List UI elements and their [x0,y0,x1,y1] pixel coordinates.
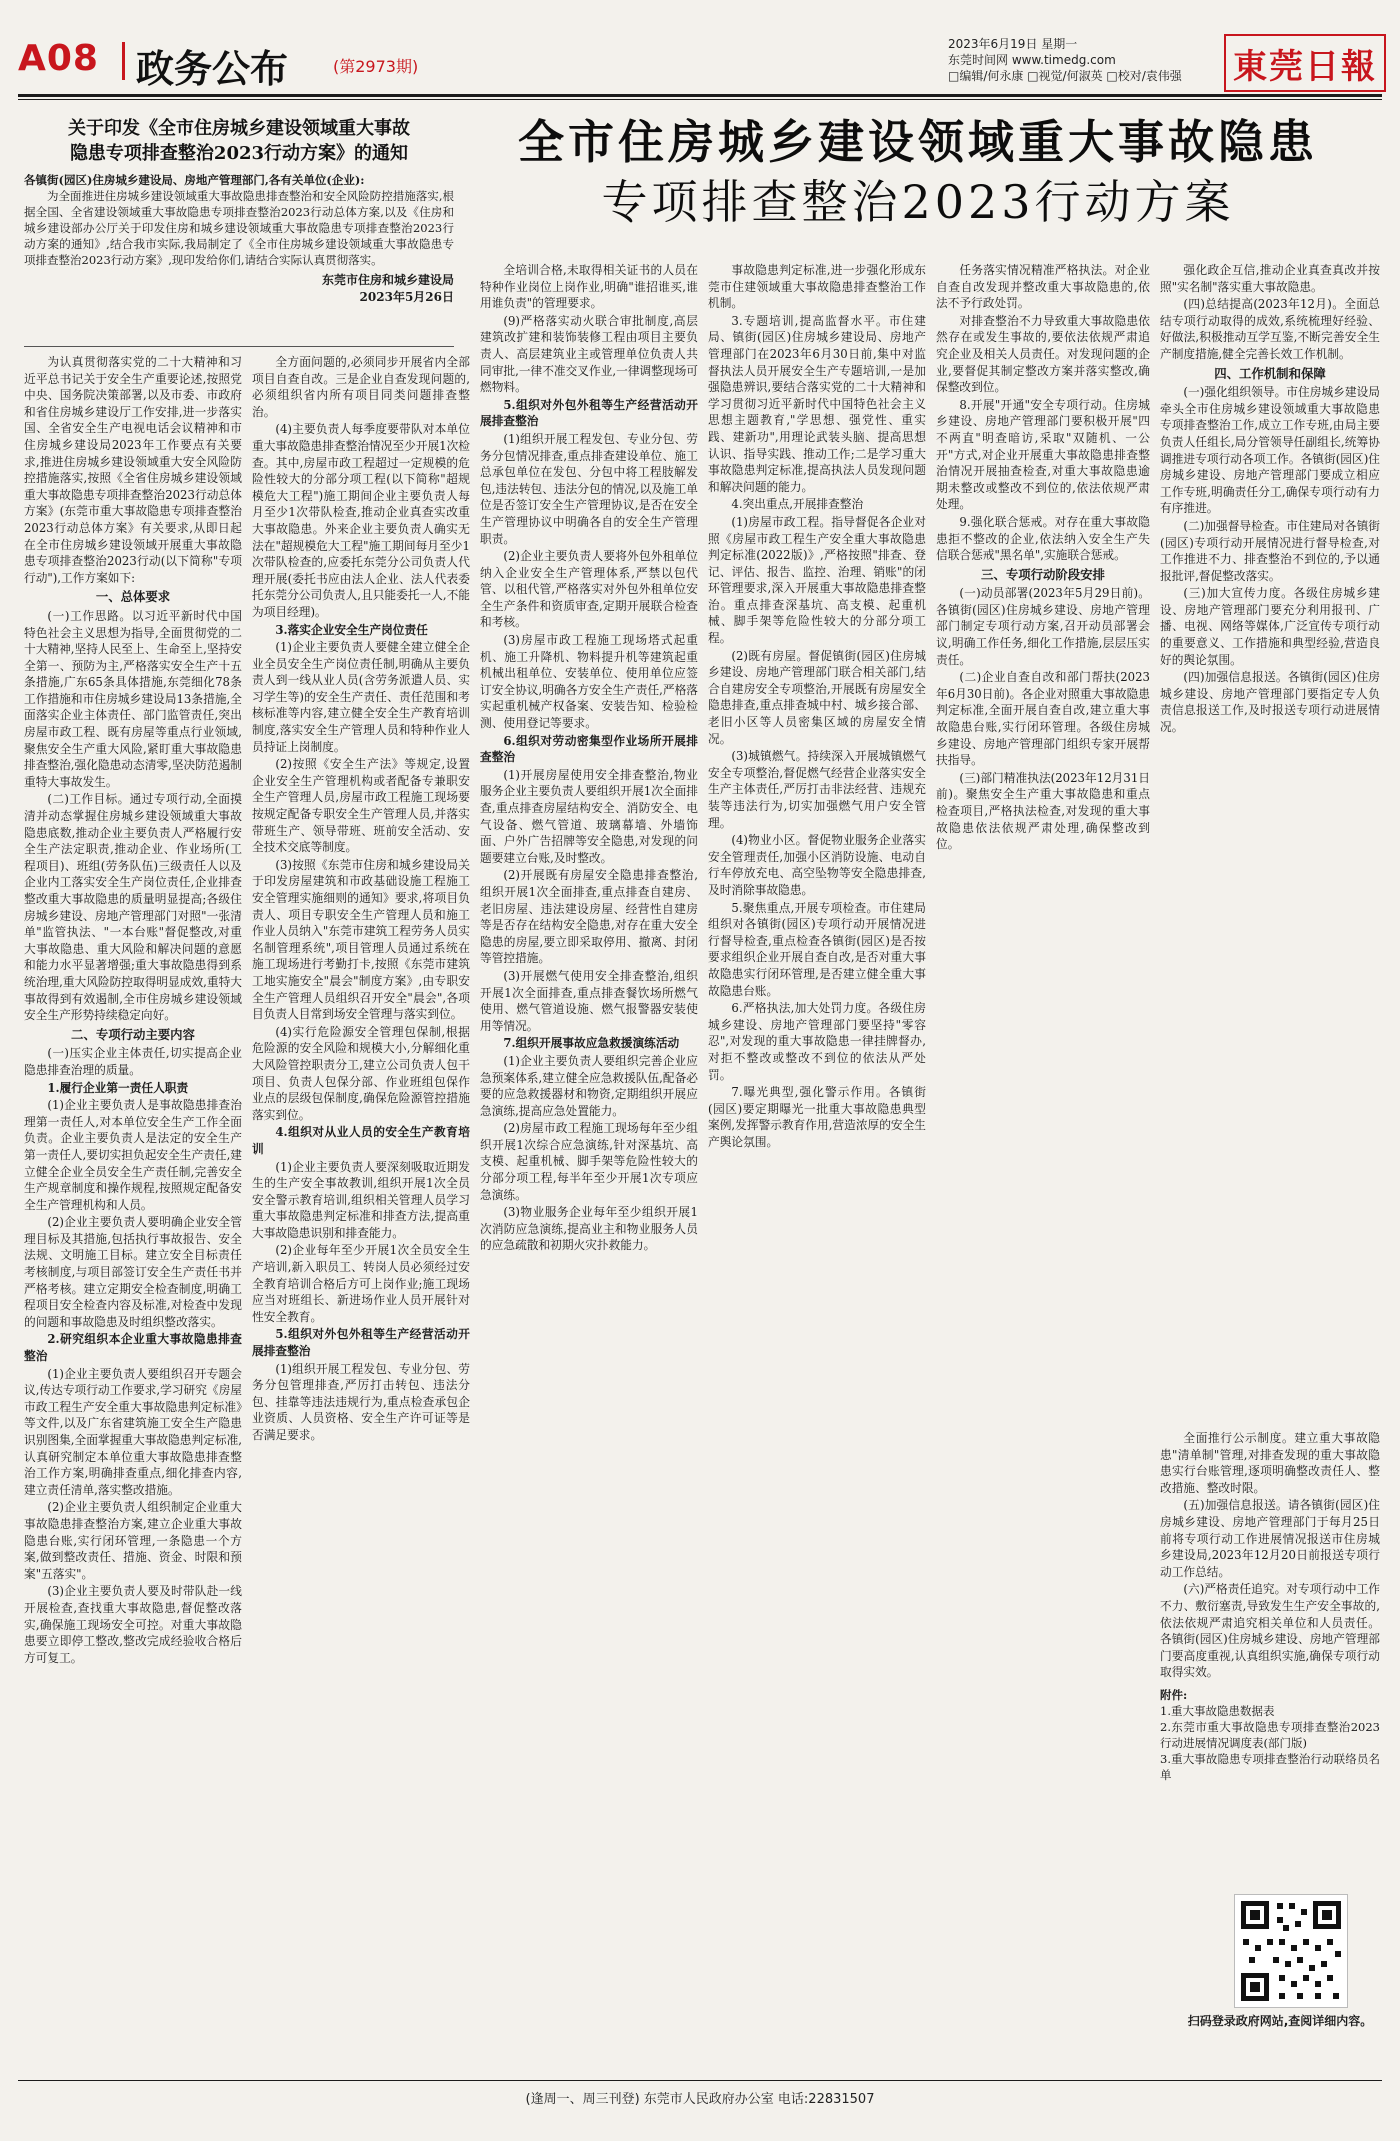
footer-rule [18,2080,1382,2081]
qr-code[interactable] [1234,1894,1348,2008]
article-paragraph: (2)企业每年至少开展1次全员安全生产培训,新入职员工、转岗人员必须经过安全教育培训合格后方可上岗作业;施工现场应当对班组长、新进场作业人员开展针对性安全教育。 [252,1243,470,1324]
article-paragraph: (2)企业主要负责人组织制定企业重大事故隐患排查整治方案,建立企业重大事故隐患台账,实行闭环管理,一条隐患一个方案,做到整改责任、措施、资金、时限和预案"五落实"。 [24,1500,242,1581]
article-paragraph: (三)加大宣传力度。各级住房城乡建设、房地产管理部门要充分利用报刊、广播、电视、网络等媒体,广泛宣传专项行动的重要意义、工作措施和典型经验,营造良好的舆论氛围。 [1160,586,1380,667]
article-paragraph: (二)企业自查自改和部门帮扶(2023年6月30日前)。各企业对照重大事故隐患判定标准,全面开展自查自改,建立重大事故隐患台账,实行闭环管理。各级住房城乡建设、房地产管理部门组织专家开展帮扶指导。 [936,670,1150,768]
article-paragraph: 5.聚焦重点,开展专项检查。市住建局组织对各镇街(园区)专项行动开展情况进行督导检查,重点检查各镇街(园区)是否按要求组织企业开展自查自改,是否对重大事故隐患实行闭环管理,是否建立健全重大事故隐患台账。 [708,900,926,998]
article-paragraph: (2)开展既有房屋安全隐患排查整治,组织开展1次全面排查,重点排查自建房、老旧房屋、违法建设房屋、经营性自建房等是否存在结构安全隐患,对存在重大安全隐患的房屋,要立即采取停用、撤离、封闭等管控措施。 [480,868,698,966]
article-column-5 [936,262,1150,2076]
article-paragraph: (3)按照《东莞市住房和城乡建设局关于印发房屋建筑和市政基础设施工程施工安全管理实施细则的通知》要求,将项目负责人、项目专职安全生产管理人员和施工作业人员纳入"东莞市建筑工程劳务人员实名制管理系统",项目管理人员通过系统在施工现场进行考勤打卡,按照《东莞市建筑工地实施安全"晨会"制度方案》,由专职安全生产管理人员组织召开安全"晨会",各项目负责人目常到场安全管理与落实到位。 [252,857,470,1022]
notice-paragraph: 为全面推进住房城乡建设领域重大事故隐患排查整治和安全风险防控措施落实,根据全国、全省建设领域重大事故隐患专项排查整治2023行动总体方案,以及《住房和城乡建设部办公厅关于印发住房和城乡建设领域重大事故隐患专项排查整治2023行动方案的通知》,结合我市实际,我局制定了《全市住房城乡建设领域重大事故隐患专项排查整治2023行动方案》,现印发给你们,请结合实际认真贯彻落实。 [24,189,454,267]
header-rule-thin [18,99,1382,100]
notice-title-line1: 关于印发《全市住房城乡建设领域重大事故 [68,118,410,139]
article-paragraph: (3)企业主要负责人要及时带队赴一线开展检查,查找重大事故隐患,督促整改落实,确保施工现场安全可控。对重大事故隐患要立即停工整改,整改完成经验收合格后方可复工。 [24,1584,242,1665]
notice-signer: 东莞市住房和城乡建设局 [321,273,454,287]
page-header [18,34,1382,92]
section-title: 政务公布 [136,47,289,91]
article-paragraph: (4)主要负责人每季度要带队对本单位重大事故隐患排查整治情况至少开展1次检查。其中,房屋市政工程超过一定规模的危险性较大的分部分项工程(以下简称"超规模危大工程")施工期间企业主要负责人每月至少1次带队检查,推动企业真查实改重大事故隐患。外来企业主要负责人确实无法在"超规模危大工程"施工期间每月至少1次带队检查的,应委托东莞分公司负责人代理开展(委托书应由法人企业、法人代表委托东莞分公司负责人,且只能委托一人,不能为项目经理)。 [252,422,470,619]
attachments [1160,1687,1380,1783]
notice-title [24,116,454,166]
article-paragraph: 事故隐患判定标准,进一步强化形成东莞市住建领域重大事故隐患排查整治工作机制。 [708,263,926,311]
article-column-3 [480,262,698,2076]
article-paragraph: (四)总结提高(2023年12月)。全面总结专项行动取得的成效,系统梳理好经验、好做法,积极推动互学互鉴,不断完善安全生产制度措施,健全完善长效工作机制。 [1160,297,1380,361]
article-paragraph: (2)按照《安全生产法》等规定,设置企业安全生产管理机构或者配备专兼职安全生产管理人员,房屋市政工程施工现场要按规定配备专职安全生产管理人员,并落实带班生产、领导带班、班前安全活动、安全技术交底等制度。 [252,757,470,855]
headline-line1: 全市住房城乡建设领域重大事故隐患 [518,115,1318,169]
article-paragraph: (1)企业主要负责人要健全建立健全企业全员安全生产岗位责任制,明确从主要负责人到一线从业人员(含劳务派遣人员、实习学生等)的安全生产责任、责任范围和考核标准等内容,建立健全安全生产教育培训制度,落实安全生产管理人员和特种作业人员持证上岗制度。 [252,640,470,754]
article-paragraph: 8.开展"开通"安全专项行动。住房城乡建设、房地产管理部门要积极开展"四不两直"明查暗访,采取"双随机、一公开"方式,对企业开展重大事故隐患排查整治情况开展抽查检查,对重大事故隐患逾期未整改或整改不到位的,依法依规严肃处理。 [936,397,1150,512]
article-paragraph: (三)部门精准执法(2023年12月31日前)。聚焦安全生产重大事故隐患和重点检查项目,严格执法检查,对发现的重大事故隐患依法依规严肃处理,确保整改到位。 [936,770,1150,852]
article-paragraph: (1)企业主要负责人是事故隐患排查治理第一责任人,对本单位安全生产工作全面负责。企业主要负责人是法定的安全生产第一责任人,要切实担负起安全生产责任,建立健全企业全员安全生产责任制,完善安全生产规章制度和操作规程,按照规定配备安全生产管理机构和人员。 [24,1098,242,1212]
article-paragraph: (一)压实企业主体责任,切实提高企业隐患排查治理的质量。 [24,1046,242,1077]
article-paragraph: (六)严格责任追究。对专项行动中工作不力、敷衍塞责,导致发生生产安全事故的,依法依规严肃追究相关单位和人员责任。各镇街(园区)住房城乡建设、房地产管理部门要高度重视,认真组织实施,确保专项行动取得实效。 [1160,1582,1380,1680]
notice-signature [24,272,454,306]
section-heading: 一、总体要求 [95,589,171,605]
subsection-heading: 1.履行企业第一责任人职责 [47,1080,189,1095]
notice-date: 2023年5月26日 [359,290,454,304]
article-paragraph: (一)工作思路。以习近平新时代中国特色社会主义思想为指导,全面贯彻党的二十大精神,坚持人民至上、生命至上,坚持安全第一、预防为主,严格落实安全生产十五条措施,广东65条具体措施,东莞细化78条工作措施和市住房城乡建设局13条措施,全面落实企业主体责任、部门监管责任,突出房屋市政工程、既有房屋等重点行业领域,聚焦安全生产重大风险,紧盯重大事故隐患排查整治,强化隐患动态清零,坚决防范遏制重特大事故发生。 [24,608,242,789]
attachments-label: 附件: [1160,1687,1188,1702]
article-paragraph: (4)实行危险源安全管理包保制,根据危险源的安全风险和规模大小,分解细化重大风险管控职责分工,建立公司负责人包干项目、负责人包保分部、作业班组包保作业点的层级包保制度,确保危险源管控措施落实到位。 [252,1024,470,1122]
article-paragraph: (1)企业主要负责人要组织召开专题会议,传达专项行动工作要求,学习研究《房屋市政工程生产安全重大事故隐患判定标准》等文件,以及广东省建筑施工安全生产隐患识别图集,全面掌握重大事故隐患判定标准,认真研究制定本单位重大事故隐患排查整治工作方案,明确排查重点,细化排查内容,建立责任清单,落实整改措施。 [24,1366,242,1497]
article-paragraph: (3)开展燃气使用安全排查整治,组织开展1次全面排查,重点排查餐饮场所燃气使用、燃气管道设施、燃气报警器安装使用等情况。 [480,968,698,1033]
header-divider [122,42,125,80]
article-paragraph: (2)既有房屋。督促镇街(园区)住房城乡建设、房地产管理部门联合相关部门,结合自建房安全专项整治,开展既有房屋安全隐患排查,重点排查城中村、城乡接合部、老旧小区等人员密集区域的房屋安全情况。 [708,648,926,746]
page-code: A08 [18,38,99,79]
article-paragraph: 为认真贯彻落实党的二十大精神和习近平总书记关于安全生产重要论述,按照党中央、国务院决策部署,以及市委、市政府和省住房城乡建设厅工作安排,进一步落实国、全省安全生产电视电话会议精神和市住房城乡建设局2023年工作要点有关要求,推进住房城乡建设领域重大安全风险防控措施落实,按照《全省住房城乡建设领域重大事故隐患专项排查整治2023行动总体方案》(东莞市重大事故隐患专项排查整治2023行动总体方案》有关要求,从即日起在全市住房城乡建设领域开展重大事故隐患专项排查整治2023行动(以下简称"专项行动"),工作方案如下: [24,355,242,585]
article-paragraph: (1)企业主要负责人要组织完善企业应急预案体系,建立健全应急救援队伍,配备必要的应急救援器材和物资,定期组织开展应急演练,提高应急处置能力。 [480,1053,698,1118]
article-paragraph: (9)严格落实动火联合审批制度,高层建筑改扩建和装饰装修工程由项目主要负责人、高层建筑业主或管理单位负责人共同审批,一律不准交叉作业,一律调整现场可燃物料。 [480,313,698,395]
subsection-heading: 5.组织对外包外租等生产经营活动开展排查整治 [480,397,698,429]
article-paragraph: (3)房屋市政工程施工现场塔式起重机、施工升降机、物料提升机等建筑起重机械出租单位、安装单位、使用单位应签订安全协议,明确各方安全生产责任,严格落实起重机械产权备案、安装告知、检验检测、使用登记等要求。 [480,633,698,731]
article-paragraph: (1)房屋市政工程。指导督促各企业对照《房屋市政工程生产安全重大事故隐患判定标准(2022版)》,严格按照"排查、登记、评估、报告、监控、治理、销账"的闭环管理要求,深入开展重大事故隐患排查整治。重点排查深基坑、高支模、起重机械、脚手架等危险性较大的分部分项工程。 [708,514,926,646]
editor-credits: □编辑/何永康 □视觉/何淑英 □校对/袁伟强 [948,69,1182,83]
article-paragraph: 对排查整治不力导致重大事故隐患依然存在或发生事故的,要依法依规严肃追究企业及相关人员责任。对发现问题的企业,要督促其制定整改方案并落实整改,确保整改到位。 [936,313,1150,395]
article-paragraph: (2)企业主要负责人要明确企业安全管理目标及其措施,包括执行事故报告、安全法规、文明施工目标。建立安全目标责任考核制度,与项目部签订安全生产责任书并严格考核。建立定期安全检查制度,明确工程项目安全检查内容及标准,对检查中发现的问题和事故隐患及时组织整改落实。 [24,1215,242,1329]
article-paragraph: 6.严格执法,加大处罚力度。各级住房城乡建设、房地产管理部门要坚持"零容忍",对发现的重大事故隐患一律挂牌督办,对拒不整改或整改不到位的依法从严处罚。 [708,1001,926,1082]
article-paragraph: 4.突出重点,开展排查整治 [731,497,864,512]
article-column-7 [1160,1430,1380,1890]
headline-line2: 专项排查整治2023行动方案 [601,175,1235,229]
article-paragraph: 7.曝光典型,强化警示作用。各镇街(园区)要定期曝光一批重大事故隐患典型案例,发挥警示教育作用,营造浓厚的安全生产舆论氛围。 [708,1085,926,1149]
column-7-text [1160,1430,1380,1681]
article-paragraph: 9.强化联合惩戒。对存在重大事故隐患拒不整改的企业,依法纳入安全生产失信联合惩戒"黑名单",实施联合惩戒。 [936,514,1150,563]
article-paragraph: 任务落实情况精准严格执法。对企业自查自改发现并整改重大事故隐患的,依法不予行政处罚。 [936,263,1150,311]
article-paragraph: (五)加强信息报送。请各镇街(园区)住房城乡建设、房地产管理部门于每月25日前将专项行动工作进展情况报送市住房城乡建设局,2023年12月20日前报送专项行动工作总结。 [1160,1498,1380,1579]
article-paragraph: 全培训合格,未取得相关证书的人员在特种作业岗位上岗作业,明确"谁招谁买,谁用谁负责"的管理要求。 [480,263,698,311]
subsection-heading: 3.落实企业安全生产岗位责任 [275,622,428,637]
article-paragraph: 3.专题培训,提高监督水平。市住建局、镇街(园区)住房城乡建设局、房地产管理部门在2023年6月30日前,集中对监督执法人员开展安全生产专题培训,一是加强隐患辨识,要结合落实党的二十大精神和学习贯彻习近平新时代中国特色社会主义思想主题教育,"学思想、强党性、重实践、建新功",用理论武装头脑、提高思想认识、指导实践、推动工作;二是学习重大事故隐患判定标准,提高执法人员发现问题和解决问题的能力。 [708,313,926,494]
article-column-2 [252,354,470,2076]
article-paragraph: (3)物业服务企业每年至少组织开展1次消防应急演练,提高业主和物业服务人员的应急疏散和初期火灾扑救能力。 [480,1205,698,1253]
article-paragraph: (一)动员部署(2023年5月29日前)。各镇街(园区)住房城乡建设、房地产管理部门制定专项行动方案,召开动员部署会议,明确工作任务,细化工作措施,层层压实责任。 [936,586,1150,667]
article-paragraph: (1)组织开展工程发包、专业分包、劳务分包情况排查,重点排查建设单位、施工总承包单位在发包、分包中将工程肢解发包,违法转包、违法分包的情况,以及施工单位是否签订安全生产管理协议,是否在安全生产管理协议中明确各自的安全生产管理职责。 [480,431,698,546]
article-paragraph: (2)房屋市政工程施工现场每年至少组织开展1次综合应急演练,针对深基坑、高支模、起重机械、脚手架等危险性较大的分部分项工程,每半年至少开展1次专项应急演练。 [480,1121,698,1202]
article-paragraph: 全面推行公示制度。建立重大事故隐患"清单制"管理,对排查发现的重大事故隐患实行台账管理,逐项明确整改责任人、整改措施、整改时限。 [1160,1431,1380,1495]
attachment-item: 3.重大事故隐患专项排查整治行动联络员名单 [1160,1751,1380,1782]
website[interactable]: 东莞时间网 www.timedg.com [948,53,1116,67]
article-paragraph: (1)开展房屋使用安全排查整治,物业服务企业主要负责人要组织开展1次全面排查,重点排查房屋结构安全、消防安全、电气设备、燃气管道、玻璃幕墙、外墙饰面、户外广告招牌等安全隐患,对发现的问题要建立台账,及时整改。 [480,767,698,865]
article-paragraph: (3)城镇燃气。持续深入开展城镇燃气安全专项整治,督促燃气经营企业落实安全生产主体责任,严厉打击非法经营、违规充装等违法行为,切实加强燃气用户安全管理。 [708,749,926,830]
subsection-heading: 5.组织对外包外租等生产经营活动开展排查整治 [252,1327,470,1359]
article-paragraph: (二)工作目标。通过专项行动,全面摸清并动态掌握住房城乡建设领域重大事故隐患底数,推动企业主要负责人严格履行安全生产法定职责,推动企业、作业场所(工程项目)、班组(劳务队伍)三级责任人以及企业内工落实安全生产岗位责任,企业排查整改重大事故隐患的质量明显提高;各级住房城乡建设、房地产管理部门对照"一张清单"监管执法、"一本台账"督促整改,对重大事故隐患、重大风险和解决问题的意愿和能力水平显著增强;重大事故隐患得到系统治理,重大风险防控取得明显成效,重特大事故得到有效遏制,全市住房城乡建设领域安全生产形势持续稳定向好。 [24,792,242,1023]
notice-body [24,172,454,306]
article-paragraph: (四)加强信息报送。各镇街(园区)住房城乡建设、房地产管理部门要指定专人负责信息报送工作,及时报送专项行动进展情况。 [1160,670,1380,735]
article-column-4 [708,262,926,2076]
subsection-heading: 4.组织对从业人员的安全生产教育培训 [252,1125,470,1156]
header-rule [18,94,1382,97]
date-line: 2023年6月19日 星期一 [948,37,1078,51]
notice-title-line2: 隐患专项排查整治2023行动方案》的通知 [69,143,409,164]
qr-code-graphic [1235,1895,1347,2007]
notice-salutation: 各镇街(园区)住房城乡建设局、房地产管理部门,各有关单位(企业): [24,173,365,187]
notice-box [24,116,454,347]
article-paragraph: (一)强化组织领导。市住房城乡建设局牵头全市住房城乡建设领域重大事故隐患专项排查整治工作,成立工作专班,由局主要负责人任组长,局分管领导任副组长,统筹协调推进专项行动各项工作。各镇街(园区)住房城乡建设、房地产管理部门要成立相应工作专班,明确责任分工,确保专项行动有力有序推进。 [1160,385,1380,516]
section-heading: 四、工作机制和保障 [1214,365,1326,381]
attachment-item: 2.东莞市重大事故隐患专项排查整治2023行动进展情况调度表(部门版) [1160,1719,1380,1750]
article-paragraph: 全方面问题的,必须同步开展省内全部项目自查自改。三是企业自查发现问题的,必须组织省内所有项目同类问题排查整治。 [252,355,470,419]
article-paragraph: (1)企业主要负责人要深刻吸取近期发生的生产安全事故教训,组织开展1次全员安全警示教育培训,组织相关管理人员学习重大事故隐患判定标准和排查方法,提高重大事故隐患识别和排查能力。 [252,1159,470,1240]
subsection-heading: 7.组织开展事故应急救援演练活动 [503,1036,680,1051]
article-paragraph: (2)企业主要负责人要将外包外租单位纳入企业安全生产管理体系,严禁以包代管、以租代管,严格落实对外包外租单位安全生产条件和资质审查,定期开展联合检查和考核。 [480,549,698,630]
section-heading: 三、专项行动阶段安排 [981,566,1105,582]
page-footer: (逢周一、周三刊登) 东莞市人民政府办公室 电话:22831507 [525,2092,875,2107]
article-paragraph: 强化政企互信,推动企业真查真改并按照"实名制"落实重大事故隐患。 [1160,263,1380,294]
article-paragraph: (二)加强督导检查。市住建局对各镇街(园区)专项行动开展情况进行督导检查,对工作推进不力、排查整治不到位的,予以通报批评,督促整改落实。 [1160,518,1380,583]
article-column-1 [24,354,242,2076]
article-paragraph: (1)组织开展工程发包、专业分包、劳务分包管理排查,严厉打击转包、违法分包、挂靠等违法违规行为,重点检查承包企业资质、人员资格、安全生产许可证等是否满足要求。 [252,1361,470,1442]
header-info [948,36,1218,84]
newspaper-logo: 東莞日報 [1224,34,1386,92]
section-heading: 二、专项行动主要内容 [71,1026,195,1042]
main-headline [468,112,1368,232]
article-paragraph: (4)物业小区。督促物业服务企业落实安全管理责任,加强小区消防设施、电动自行车停放充电、高空坠物等安全隐患排查,及时消除事故隐患。 [708,833,926,897]
subsection-heading: 6.组织对劳动密集型作业场所开展排查整治 [480,733,698,765]
article-column-6 [1160,262,1380,1422]
issue-number: (第2973期) [333,57,419,76]
subsection-heading: 2.研究组织本企业重大事故隐患排查整治 [24,1332,242,1364]
qr-caption: 扫码登录政府网站,查阅详细内容。 [1187,2014,1373,2028]
attachment-item: 1.重大事故隐患数据表 [1160,1703,1275,1718]
